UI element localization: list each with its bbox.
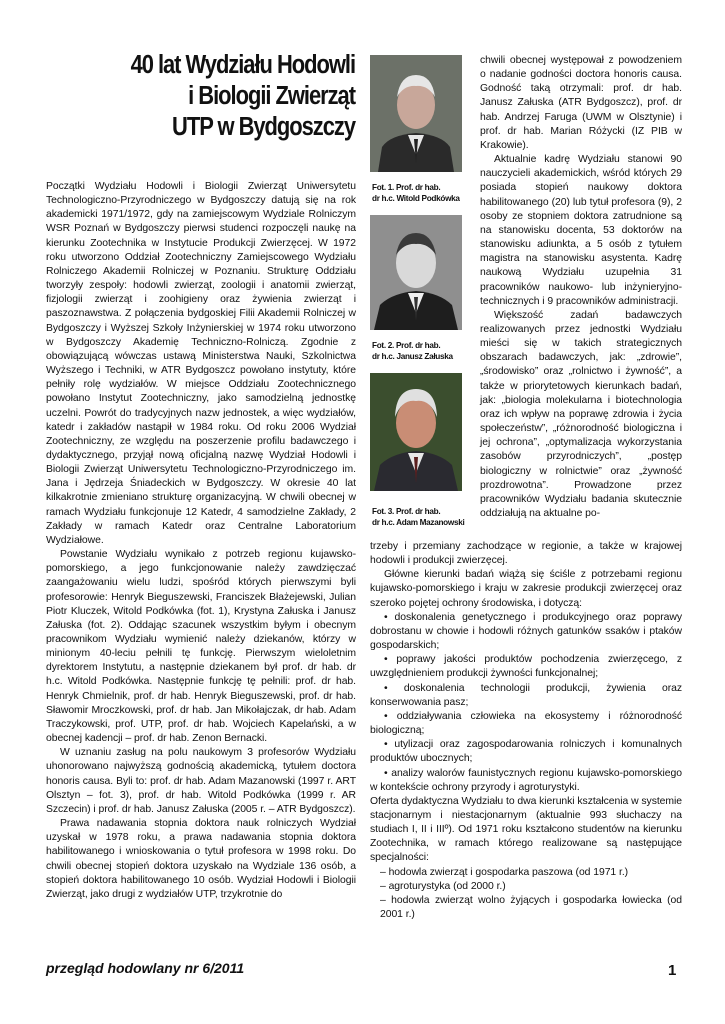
title-line-2: i Biologii Zwierząt xyxy=(188,82,355,110)
list-item: • oddziaływania człowieka na ekosystemy i różnorodność biologiczną; xyxy=(370,710,682,737)
photo-podkowka xyxy=(370,55,462,172)
list-item: • poprawy jakości produktów pochodzenia zwierzęcego, z uwzględnieniem produkcji żywności funkcjonalnej; xyxy=(370,654,682,680)
left-column xyxy=(46,180,356,902)
article-title xyxy=(84,50,355,143)
caption-line: Fot. 2. Prof. dr hab. xyxy=(372,341,441,350)
right-column-continued xyxy=(370,540,682,922)
caption-fot-3 xyxy=(372,506,472,528)
title-line-3: UTP w Bydgoszczy xyxy=(172,113,355,141)
caption-line: dr h.c. Witold Podkówka xyxy=(372,194,460,203)
paragraph: W uznaniu zasług na polu naukowym 3 profesorów Wydziału uhonorowano najwyższą godnością akademicką, tytułem doctora honoris causa. Byli to: prof. dr hab. Adam Mazanowski (1997 r. ART Olsztyn – fot. 3), prof. dr hab. Witold Podkówka (1999 r. AR Szczecin) i prof. dr hab. Janusz Załuska (2005 r. – ATR Bydgoszcz). xyxy=(46,747,356,815)
page-number: 1 xyxy=(668,962,677,979)
right-column xyxy=(480,54,682,521)
caption-line: Fot. 3. Prof. dr hab. xyxy=(372,507,441,516)
paragraph: Aktualnie kadrę Wydziału stanowi 90 nauczycieli akademickich, wśród których 29 posiada stopień naukowy doktora habilitowanego (20) lub tytuł profesora (9), 2 osoby ze stopniem doktora zatrudnione są na stanowisku docenta, 53 doktorów na stanowisku adiunkta, a 5 osób z tytułem magistra na stanowisku asystenta. Kadrę naukową Wydziału uzupełnia 31 pracowników naukowo- lub inżynieryjno-technicznych i 9 pracowników administracji. xyxy=(480,154,682,307)
paragraph: chwili obecnej występował z powodzeniem o nadanie godności doctora honoris causa. Godność taką otrzymali: prof. dr hab. Janusz Załuska (ATR Bydgoszcz), prof. dr hab. Andrzej Faruga (UWM w Olsztynie) i prof. dr hab. Marian Różycki (IZ PIB w Krakowie). xyxy=(480,55,682,151)
paragraph: trzeby i przemiany zachodzące w regionie, a także w krajowej hodowli i produkcji zwierzęcej. xyxy=(370,541,682,567)
paragraph: Prawa nadawania stopnia doktora nauk rolniczych Wydział uzyskał w 1978 roku, a prawa nadawania stopnia doktora habilitowanego i wnioskowania o tytuł profesora w 1998 roku. Do chwili obecnej stopień doktora uzyskało na Wydziale 136 osób, a stopień doktora habilitowanego 10 osób. Wydział Hodowli i Biologii Zwierząt, jako drugi z wydziałów UTP, trzykrotnie do xyxy=(46,818,356,900)
list-item: – hodowla zwierząt i gospodarka paszowa (od 1971 r.) xyxy=(380,866,629,878)
caption-fot-2 xyxy=(372,340,472,362)
list-item: • doskonalenia technologii produkcji, żywienia oraz konserwowania pasz; xyxy=(370,682,682,708)
caption-line: dr h.c. Adam Mazanowski xyxy=(372,518,465,527)
paragraph: Oferta dydaktyczna Wydziału to dwa kierunki kształcenia w systemie stacjonarnym i niestacjonarnym (aktualnie 993 słuchaczy na studiach I, II i IIIº). Od 1971 roku kształcono studentów na kierunku Zootechnika, w ramach którego realizowane są następujące specjalności: xyxy=(370,795,682,864)
list-item: – agroturystyka (od 2000 r.) xyxy=(380,880,506,892)
photo-mazanowski xyxy=(370,373,462,491)
list-item: • utylizacji oraz zagospodarowania rolniczych i komunalnych produktów ubocznych; xyxy=(370,739,682,765)
list-item: • analizy walorów faunistycznych regionu kujawsko-pomorskiego w kontekście ochrony przyrody i agroturystyki. xyxy=(370,767,682,793)
caption-line: dr h.c. Janusz Załuska xyxy=(372,352,453,361)
caption-fot-1 xyxy=(372,182,472,204)
list-item: – hodowla zwierząt wolno żyjących i gospodarka łowiecka (od 2001 r.) xyxy=(380,894,682,921)
paragraph: Większość zadań badawczych realizowanych przez jednostki Wydziału mieści się w takich strategicznych obszarach badawczych, jak: „zdrowie”, „środowisko” oraz „rolnictwo i żywność”, a także w priorytetowych kierunkach badań, jak: „biologia molekularna i biotechnologia oraz ich wpływ na poprawę zdrowia i życia społeczeństw”, „różnorodność biologiczna i jej ochrona”, „optymalizacja wykorzystania zasobów przyrodniczych”, „postęp biologiczny w rolnictwie” oraz „żywność prozdrowotna”. Prowadzone przez pracowników Wydziału badania skutecznie oddziałują na aktualne po- xyxy=(480,309,682,519)
list-item: • doskonalenia genetycznego i produkcyjnego oraz poprawy dobrostanu w chowie i hodowli różnych gatunków ssaków i ptaków gospodarskich; xyxy=(370,611,682,652)
paragraph: Główne kierunki badań wiążą się ściśle z potrzebami regionu kujawsko-pomorskiego i kraju w zakresie produkcji zwierzęcej oraz szeroko pojętej ochrony środowiska, i dotyczą: xyxy=(370,569,682,609)
photo-zaluska xyxy=(370,215,462,330)
caption-line: Fot. 1. Prof. dr hab. xyxy=(372,183,441,192)
paragraph: Powstanie Wydziału wynikało z potrzeb regionu kujawsko-pomorskiego, a jego funkcjonowanie należy zawdzięczać zaangażowaniu wielu ludzi, spośród których pierwszymi byli profesorowie: Henryk Bieguszewski, Franciszek Błażejewski, Julian Piotr Kluczek, Witold Podkówka (fot. 1), Krystyna Załuska i Janusz Załuska (fot. 2). Oddając szacunek wszystkim byłym i obecnym pracownikom Wydziału wymienić należy dziekanów, którzy w minionym 40-leciu pełnili tę funkcję. Pierwszym wieloletnim dyrektorem Instytutu, a następnie dziekanem był prof. dr hab. dr h.c. Witold Podkówka. Następnie funkcję tę pełnili: prof. dr hab. Henryk Chmielnik, prof. dr hab. Henryk Bieguszewski, prof. dr hab. Sławomir Mroczkowski, prof. dr hab. Jan Mikołajczak, dr hab. Adam Traczykowski, prof. UTP, prof. dr hab. Wojciech Kapelański, a w obecnej kadencji – prof. dr hab. Zenon Bernacki. xyxy=(46,549,356,745)
journal-footer: przegląd hodowlany nr 6/2011 xyxy=(46,960,245,976)
title-line-1: 40 lat Wydziału Hodowli xyxy=(130,51,355,79)
paragraph: Początki Wydziału Hodowli i Biologii Zwierząt Uniwersytetu Technologiczno-Przyrodniczego w Bydgoszczy datują się na rok akademicki 1971/1972, gdy na zamiejscowym Wydziale Rolniczym WSR Poznań w Bydgoszczy pierwsi studenci rozpoczęli naukę na kierunku Zootechnika w Instytucie Produkcji Zwierzęcej. W 1972 roku utworzono Oddział Zootechniczny Zamiejscowego Wydziału Rolniczego Akademii Rolniczej w Poznaniu. Strukturę Oddziału tworzyły zespoły: hodowli zwierząt, zoologii i anatomii zwierząt, fizjologii zwierząt i zoohigieny oraz żywienia zwierząt i paszoznawstwa. Z połączenia bydgoskiej Filii Akademii Rolniczej w Bydgoszczy i Wyższej Szkoły Inżynierskiej w 1974 roku utworzono w Bydgoszczy Akademię Techniczno-Rolniczą. Zgodnie z obowiązującą wówczas ustawą Ministerstwa Nauki, Szkolnictwa Wyższego i Techniki, w ATR Bydgoszcz powołano instytuty, które pełniły rolę wydziałów. W miejsce Oddziału Zootechnicznego powołano Instytut Zootechniczny, jako samodzielną jednostkę uczelni. Powrót do tradycyjnych nazw jednostek, a więc wydziałów, katedr i zakładów nastąpił w 1984 roku. Od roku 2006 Wydział Zootechniczny, ze względu na poszerzenie profilu badawczego i dydaktycznego, przyjął nową oficjalną nazwę Wydział Hodowli i Biologii Zwierząt Uniwersytetu Technologiczno-Przyrodniczego im. Jana i Jędrzeja Śniadeckich w Bydgoszczy. W okresie 40 lat kilkakrotnie zmieniano strukturę organizacyjną. W chwili obecnej w ramach Wydziału funkcjonuje 12 Katedr, 4 samodzielne Zakłady, 2 Zakłady w ramach Katedr oraz Centralne Laboratorium Wydziałowe. xyxy=(46,181,356,546)
